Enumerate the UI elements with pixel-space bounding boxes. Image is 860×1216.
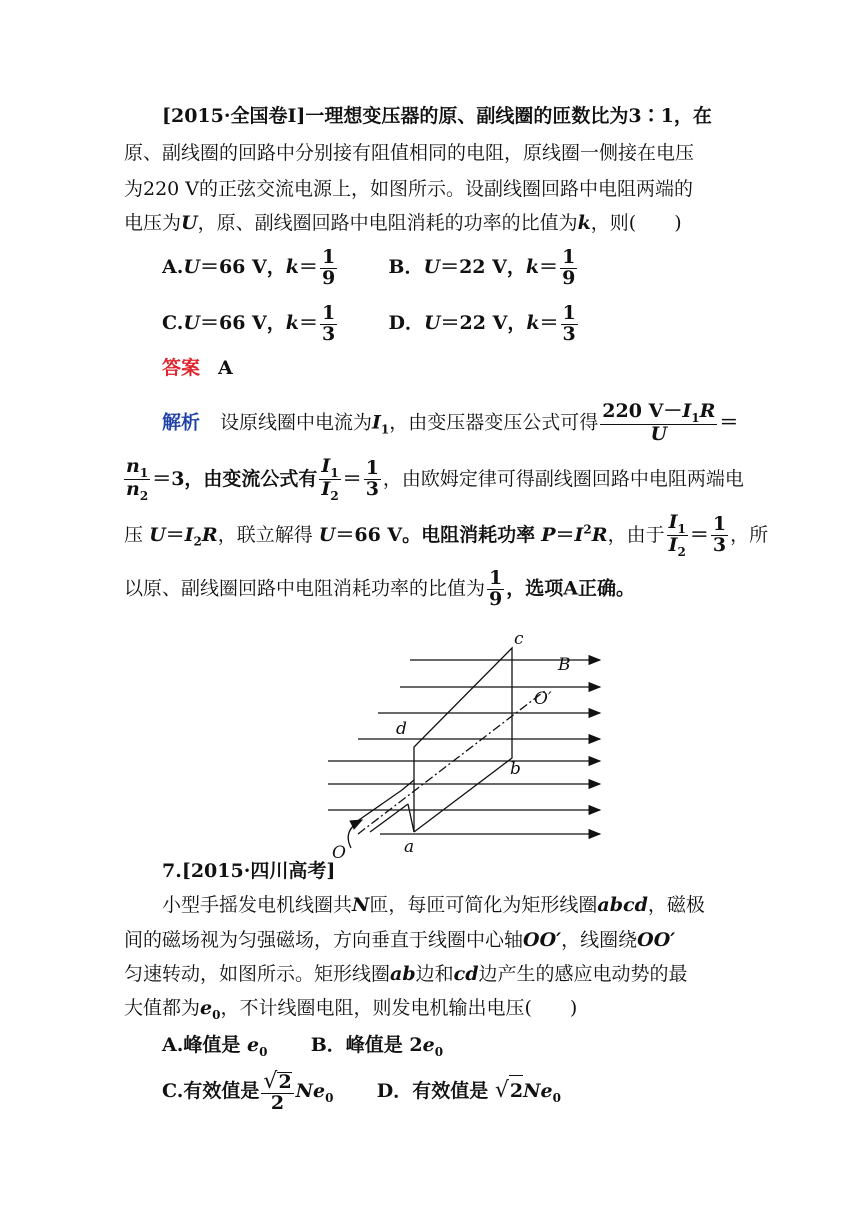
label-c: c (514, 629, 524, 649)
fraction: $\frac{1}{9}$ (562, 246, 576, 289)
label-d: d (396, 719, 407, 739)
q6-option-d[interactable]: D．U＝22 V，k＝ $\frac{1}{3}$ (388, 302, 576, 345)
fraction: $\frac{I_1}{I_2}$ (668, 511, 686, 560)
analysis-label: 解析 (162, 411, 201, 434)
q6-stem-line-3: 为220 V的正弦交流电源上，如图所示。设副线圈回路中电阻两端的 (124, 178, 694, 200)
label-b: b (510, 759, 521, 779)
answer-value: A (218, 357, 233, 379)
fraction: $\frac{220 V-I_1R}{U}$ (602, 400, 716, 446)
q6-analysis-line-1: 解析 设原线圈中电流为$I_1$，由变压器变压公式可得 $\frac{220 V-I_1R}{U}$ ＝ (162, 400, 739, 446)
q7-option-row-2 (162, 1070, 561, 1114)
fraction: $\frac{n_1}{n_2}$ (126, 455, 149, 504)
fraction: $\frac{1}{3}$ (321, 302, 336, 345)
answer-label: 答案 (162, 357, 201, 379)
q6-analysis-line-2: $\frac{n_1}{n_2}$ ＝3，由变流公式有 $\frac{I_1}{I_2}$ ＝ $\frac{1}{3}$ ，由欧姆定律可得副线圈回路中电阻两端电 (126, 455, 744, 504)
q7-stem-line-4: 大值都为$e_0$，不计线圈电阻，则发电机输出电压( ) (124, 997, 578, 1022)
q6-option-row-2 (162, 304, 580, 345)
fraction: $\frac{1}{3}$ (562, 302, 576, 345)
q7-stem-line-2: 间的磁场视为匀强磁场，方向垂直于线圈中心轴OO′，线圈绕OO′ (124, 929, 676, 951)
fraction: $\frac{√2}{2}$ (263, 1069, 292, 1115)
fraction: $\frac{1}{9}$ (489, 567, 503, 610)
fraction: $\frac{I_1}{I_2}$ (321, 455, 339, 504)
q6-analysis-line-3: 压 $U=I_2R$，联立解得 U＝66 V。电阻消耗功率 $P=I^2R$，由于 $\frac{I_1}{I_2}$ ＝ $\frac{1}{3}$ ，所 (124, 511, 769, 560)
q6-option-b[interactable]: B．U＝22 V，k＝ $\frac{1}{9}$ (388, 246, 576, 289)
q7-option-row-1 (162, 1030, 443, 1067)
fraction: $\frac{1}{9}$ (321, 246, 336, 289)
q7-option-b[interactable]: B．峰值是 $2e_0$ (310, 1034, 444, 1059)
fraction: $\frac{1}{3}$ (712, 513, 727, 557)
q7-stem-line-1: 小型手摇发电机线圈共N匝，每匝可简化为矩形线圈abcd，磁极 (162, 894, 705, 916)
q6-option-row-1 (162, 248, 579, 289)
label-O-prime: O′ (534, 689, 552, 709)
q7-option-c[interactable]: C.有效值是 $\frac{√2}{2}$ $Ne_0$ (162, 1069, 334, 1115)
rotation-arrow (348, 820, 362, 848)
label-O: O (332, 843, 346, 863)
fraction: $\frac{1}{3}$ (365, 457, 379, 501)
coil-abcd (414, 648, 512, 832)
q6-stem-line-4: 电压为U，原、副线圈回路中电阻消耗的功率的比值为k，则( ) (124, 212, 682, 234)
q7-option-a[interactable]: A.峰值是 $e_0$ (162, 1034, 268, 1059)
q6-answer (162, 353, 233, 383)
q6-stem-line-1: [2015·全国卷Ⅰ]一理想变压器的原、副线圈的匝数比为3∶1，在 (162, 105, 712, 127)
q7-number-source: 7.[2015·四川高考] (162, 860, 336, 882)
q7-stem-line-3: 匀速转动，如图所示。矩形线圈ab边和cd边产生的感应电动势的最 (124, 963, 688, 985)
generator-coil-figure (318, 620, 610, 872)
coil-leads (356, 780, 414, 832)
label-B: B (558, 655, 571, 675)
generator-diagram (318, 620, 610, 872)
q6-analysis-line-4: 以原、副线圈回路中电阻消耗功率的比值为 $\frac{1}{9}$ ，选项A正确。 (124, 567, 635, 610)
q6-source: [2015·全国卷Ⅰ] (162, 105, 306, 127)
q7-option-d[interactable]: D．有效值是 $√2Ne_0$ (377, 1080, 561, 1102)
label-a: a (404, 837, 415, 857)
q6-option-c[interactable]: C.U＝66 V，k＝ $\frac{1}{3}$ (162, 302, 336, 345)
q6-option-a[interactable]: A.U＝66 V，k＝ $\frac{1}{9}$ (162, 246, 336, 289)
q6-stem-line-2: 原、副线圈的回路中分别接有阻值相同的电阻，原线圈一侧接在电压 (124, 142, 695, 164)
